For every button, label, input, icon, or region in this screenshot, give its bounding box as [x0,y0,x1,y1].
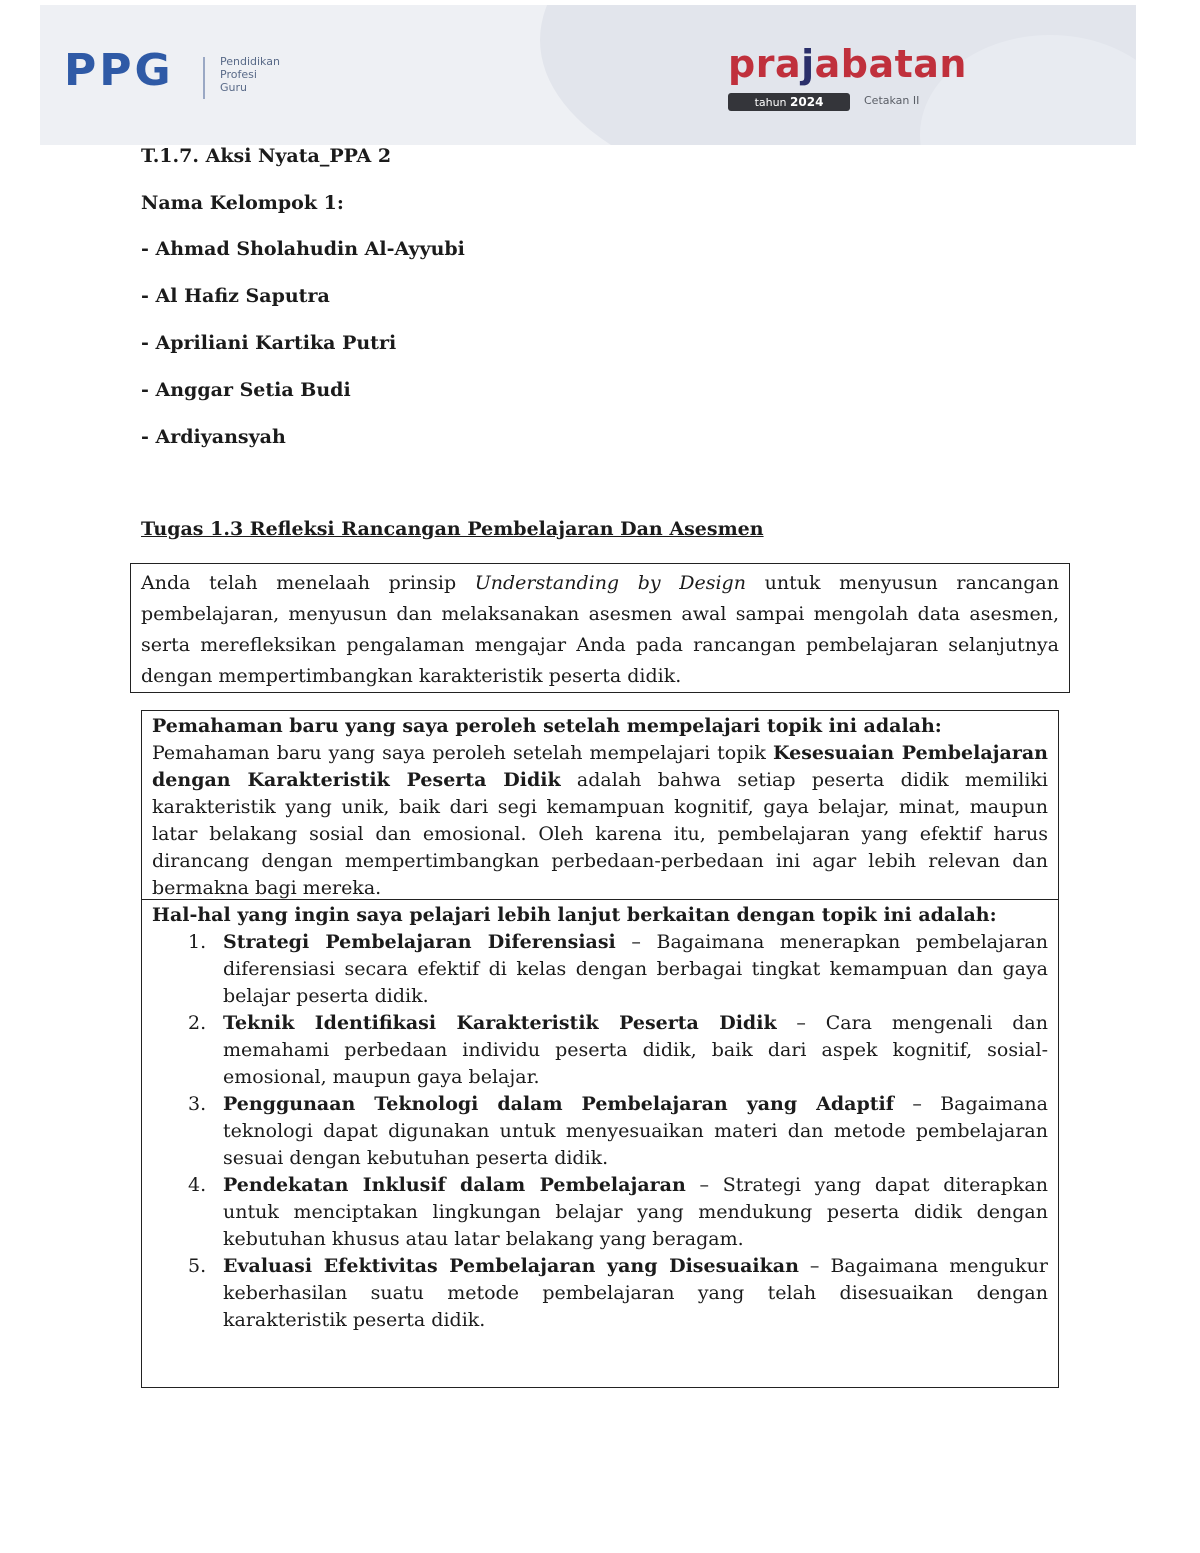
intro-text: Anda telah menelaah prinsip [141,572,475,594]
list-item-text: – Strategi yang dapat diterapkan untuk menciptakan lingkungan belajar yang mendukung peserta didik dengan kebutuhan khusus atau latar belakang yang beragam. [223,1174,1048,1250]
understanding-cell [142,711,1058,900]
list-item-title: Penggunaan Teknologi dalam Pembelajaran yang Adaptif [223,1093,894,1115]
ppg-sub-line: Profesi [220,68,257,81]
group-label: Nama Kelompok 1: [141,192,344,214]
list-item-title: Teknik Identifikasi Karakteristik Peserta Didik [223,1012,777,1034]
year-prefix: tahun [754,96,787,109]
list-item [152,1091,1048,1172]
member-name: - Ardiyansyah [141,426,286,448]
list-item [152,1172,1048,1253]
list-number: 3. [188,1093,207,1115]
list-item-text: – Cara mengenali dan memahami perbedaan individu peserta didik, baik dari aspek kognitif, sosial-emosional, maupun gaya belajar. [223,1012,1048,1088]
list-number: 5. [188,1255,207,1277]
prajabatan-logo [728,42,967,86]
ppg-logo-subtitle [220,55,280,94]
prajabatan-logo-part: abatan [814,42,967,86]
understanding-heading: Pemahaman baru yang saya peroleh setelah mempelajari topik ini adalah: [152,715,942,737]
year-badge [728,93,850,111]
intro-box [130,563,1070,693]
list-item-text: – Bagaimana menerapkan pembelajaran diferensiasi secara efektif di kelas dengan berbagai tingkat kemampuan dan gaya belajar peserta didik. [223,931,1048,1007]
member-name: - Apriliani Kartika Putri [141,332,397,354]
further-list [152,929,1048,1334]
further-learning-cell [142,900,1058,1387]
ppg-logo: PPG [64,45,174,96]
member-name: - Ahmad Sholahudin Al-Ayyubi [141,238,465,260]
prajabatan-logo-part: pra [728,42,802,86]
understanding-text-part: adalah bahwa setiap peserta didik memiliki karakteristik yang unik, baik dari segi kemampuan kognitif, gaya belajar, minat, maupun latar belakang sosial dan emosional. Oleh karena itu, pembelajaran yang efektif harus dirancang dengan mempertimbangkan perbedaan-perbedaan ini agar lebih relevan dan bermakna bagi mereka. [152,769,1048,899]
list-item-text: – Bagaimana mengukur keberhasilan suatu metode pembelajaran yang telah disesuaikan dengan karakteristik peserta didik. [223,1255,1048,1331]
prajabatan-logo-part: j [801,42,815,86]
header-banner [40,5,1136,145]
reflection-table [141,710,1059,1388]
understanding-text-part: Pemahaman baru yang saya peroleh setelah mempelajari topik [152,742,774,764]
member-name: - Al Hafiz Saputra [141,285,330,307]
intro-emphasis: Understanding by Design [474,572,746,594]
year-value: 2024 [790,95,824,109]
task-title: Tugas 1.3 Refleksi Rancangan Pembelajaran Dan Asesmen [141,518,764,540]
further-heading: Hal-hal yang ingin saya pelajari lebih lanjut berkaitan dengan topik ini adalah: [152,904,997,926]
ppg-sub-line: Pendidikan [220,55,280,68]
topic-name: Kesesuaian Pembelajaran dengan Karakteristik Peserta Didik [152,742,1048,791]
logo-divider [203,57,205,99]
list-item [152,929,1048,1010]
list-item-text: – Bagaimana teknologi dapat digunakan untuk menyesuaikan materi dan metode pembelajaran sesuai dengan kebutuhan peserta didik. [223,1093,1048,1169]
understanding-text [152,740,1048,902]
document-title: T.1.7. Aksi Nyata_PPA 2 [141,145,392,167]
list-item-title: Pendekatan Inklusif dalam Pembelajaran [223,1174,686,1196]
ppg-sub-line: Guru [220,81,247,94]
list-item-title: Strategi Pembelajaran Diferensiasi [223,931,616,953]
list-item [152,1253,1048,1334]
edition-label: Cetakan II [864,94,920,107]
intro-text: untuk menyusun rancangan pembelajaran, menyusun dan melaksanakan asesmen awal sampai mengolah data asesmen, serta merefleksikan pengalaman mengajar Anda pada rancangan pembelajaran selanjutnya dengan mempertimbangkan karakteristik peserta didik. [141,572,1059,687]
member-name: - Anggar Setia Budi [141,379,351,401]
list-number: 2. [188,1012,207,1034]
list-number: 4. [188,1174,207,1196]
list-item [152,1010,1048,1091]
list-number: 1. [188,931,207,953]
list-item-title: Evaluasi Efektivitas Pembelajaran yang Disesuaikan [223,1255,799,1277]
